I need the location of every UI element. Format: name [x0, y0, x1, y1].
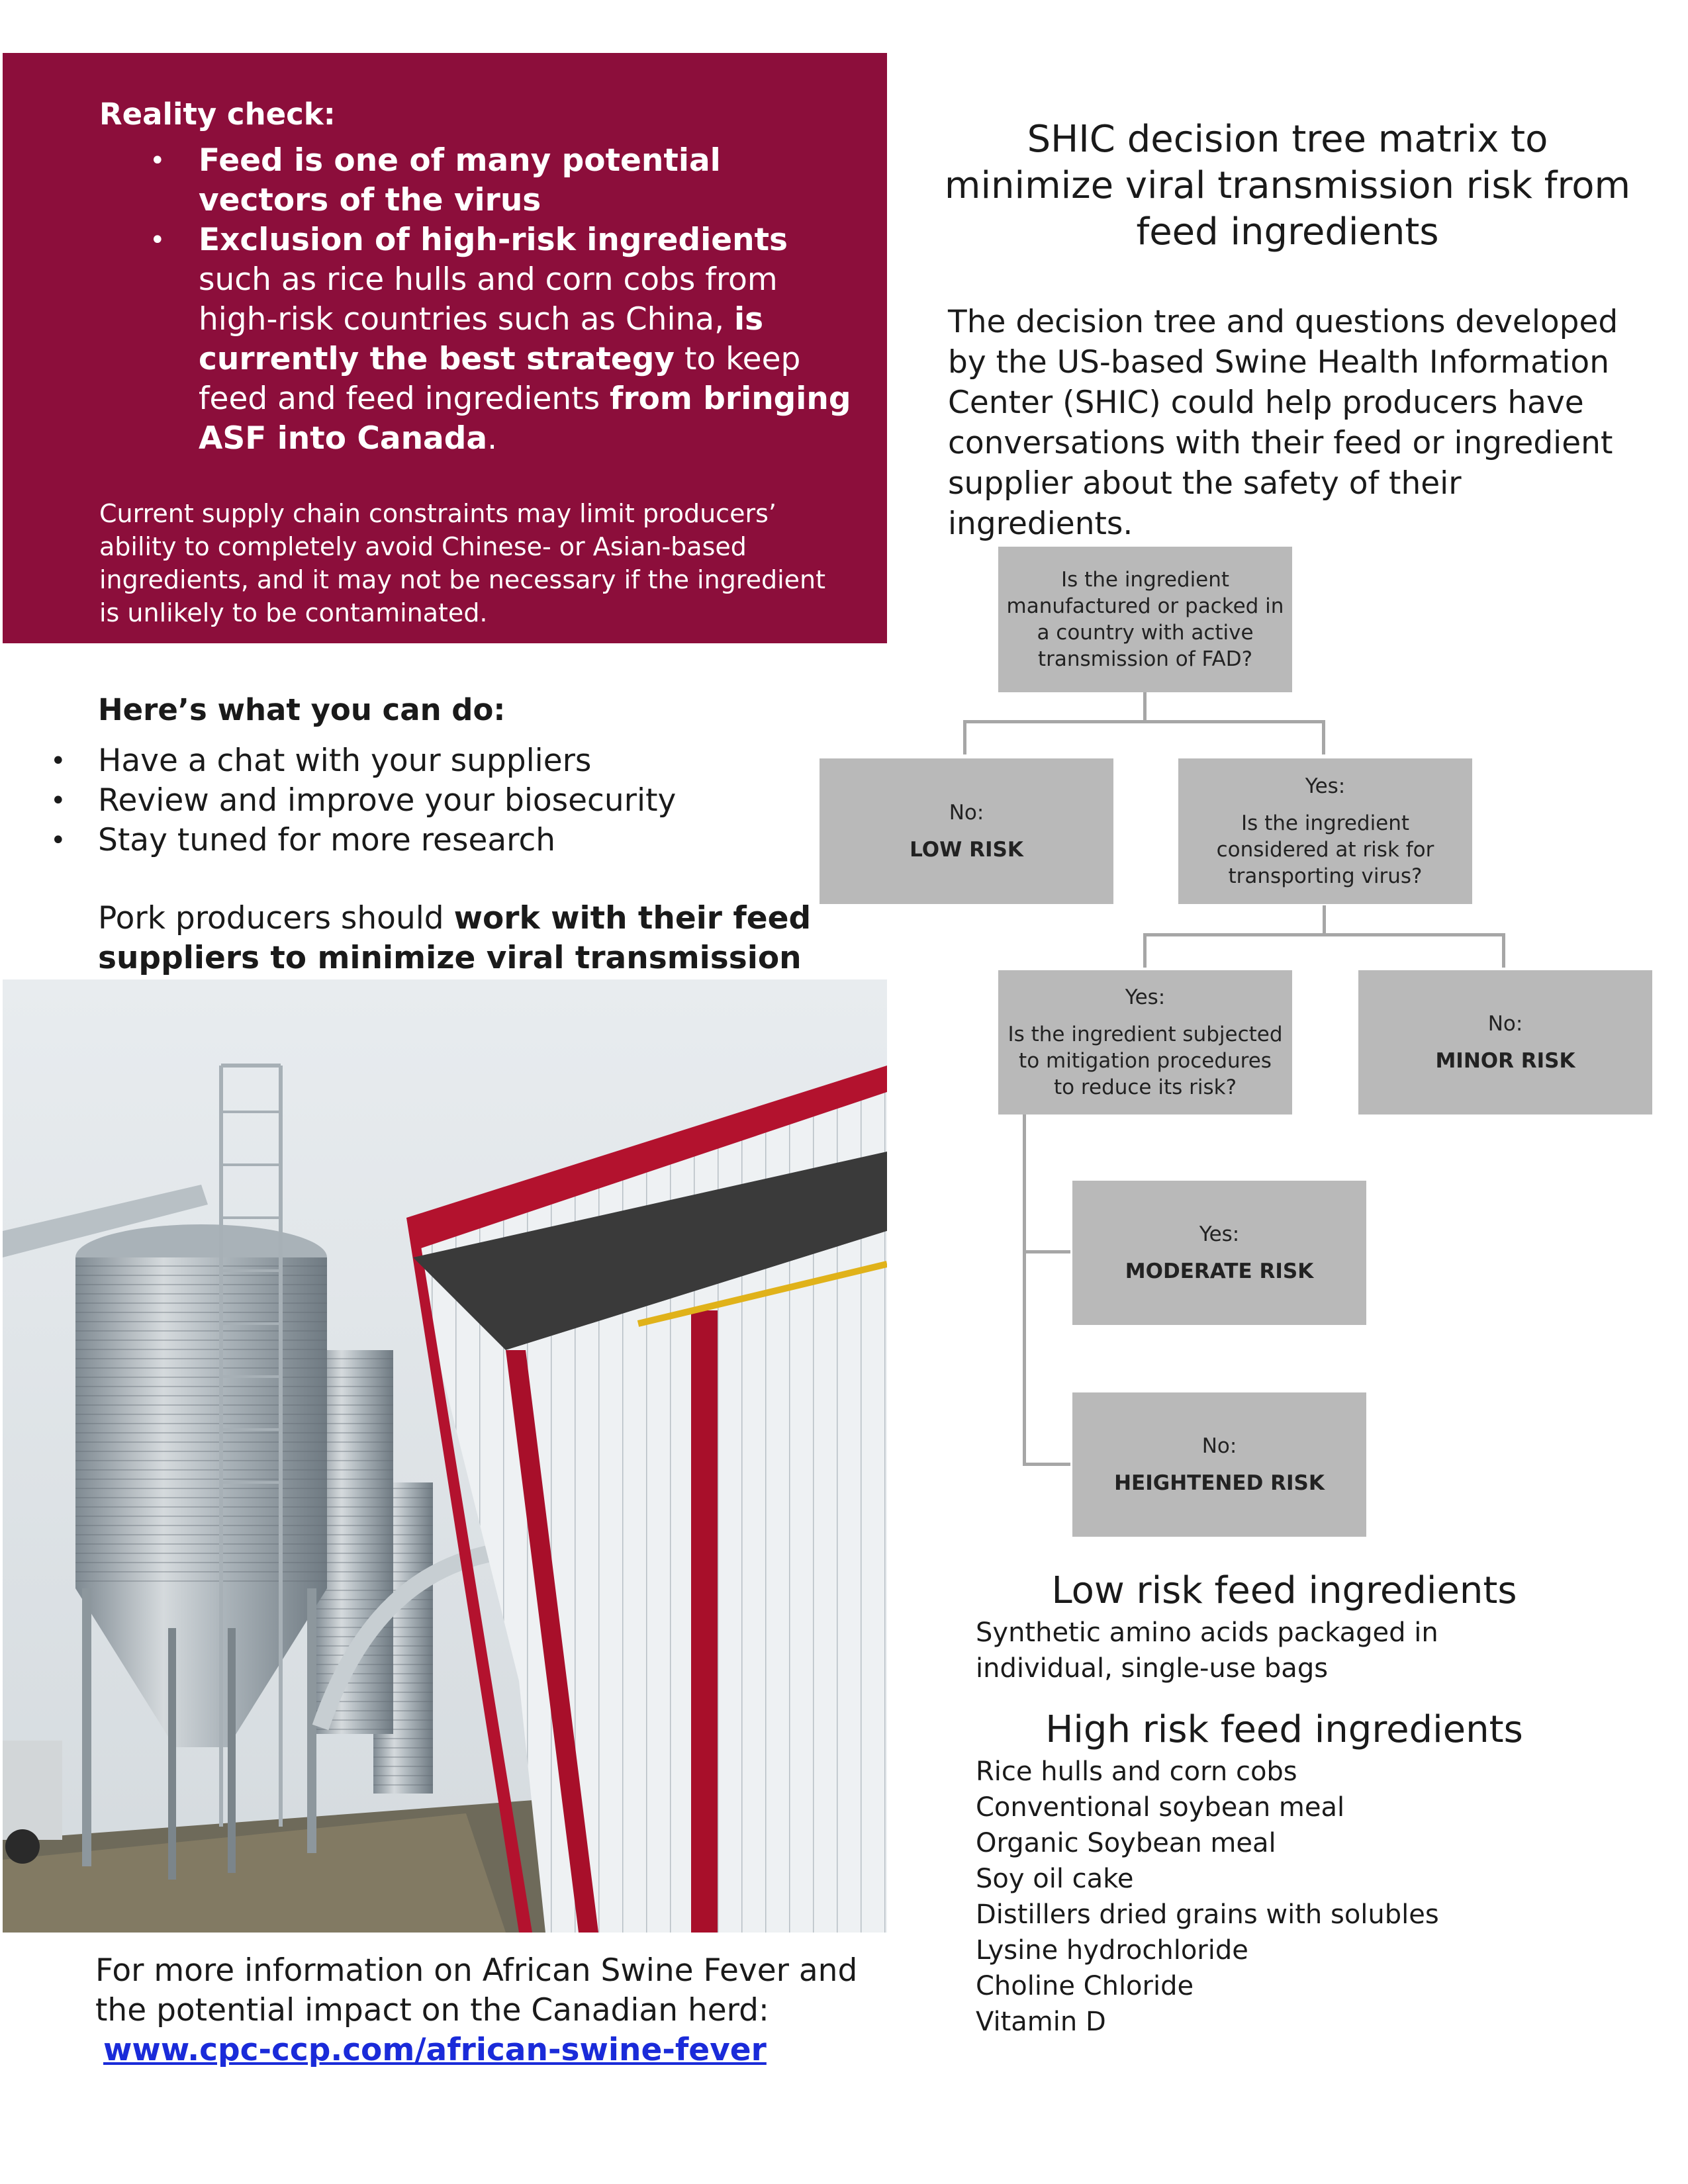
reality-check-box	[3, 53, 887, 643]
high-risk-item: Choline Chloride	[976, 1971, 1194, 2001]
node-label: No:	[949, 801, 984, 825]
silo-barn-photo	[3, 979, 887, 1933]
low-risk-title: Low risk feed ingredients	[1051, 1569, 1517, 1612]
high-risk-item: Soy oil cake	[976, 1864, 1134, 1894]
tree-node-q2	[1178, 758, 1472, 904]
node-question: Is the ingredient manufactured or packed in a country with active transmission of FAD?	[1006, 568, 1284, 671]
high-risk-item: Organic Soybean meal	[976, 1828, 1276, 1858]
connector	[1143, 933, 1147, 968]
todo-item: • Have a chat with your suppliers	[0, 741, 676, 781]
reality-check-note: Current supply chain constraints may limit producers’ ability to completely avoid Chinese- or Asian-based ingredients, and it may not be necessary if the ingredient is unlikely to be contaminated.	[99, 499, 826, 627]
bullet-text: .	[487, 420, 498, 457]
todo-item: • Review and improve your biosecurity	[0, 781, 676, 821]
connector	[1322, 720, 1325, 754]
producers-lead: Pork producers should	[98, 900, 454, 936]
todo-list	[98, 741, 676, 860]
high-risk-item: Conventional soybean meal	[976, 1792, 1345, 1823]
connector	[963, 720, 1325, 723]
node-label: Yes:	[1199, 1222, 1240, 1246]
bullet-text: Feed is one of many potential vectors of the virus	[199, 142, 721, 218]
node-label: No:	[1201, 1434, 1237, 1458]
todo-item: • Stay tuned for more research	[0, 821, 676, 860]
node-label: Yes:	[1305, 774, 1346, 798]
tree-node-heightened-risk	[1072, 1392, 1366, 1537]
connector	[963, 720, 966, 754]
reality-check-bullet-2	[99, 220, 861, 459]
connector	[1023, 1463, 1070, 1466]
connector	[1023, 1115, 1026, 1465]
node-result: MODERATE RISK	[1125, 1259, 1314, 1283]
node-result: HEIGHTENED RISK	[1114, 1471, 1325, 1495]
high-risk-item: Lysine hydrochloride	[976, 1935, 1248, 1966]
node-question: Is the ingredient subjected to mitigation procedures to reduce its risk?	[1008, 1023, 1283, 1099]
connector	[1502, 933, 1505, 968]
tree-node-low-risk	[820, 758, 1113, 904]
silo-illustration	[3, 979, 887, 1933]
tree-node-q3	[998, 970, 1292, 1115]
more-info-text: For more information on African Swine Fever and the potential impact on the Canadian herd:	[95, 1952, 858, 2028]
low-risk-item: Synthetic amino acids packaged in individual, single-use bags	[976, 1617, 1438, 1684]
reality-check-bullet-1	[99, 141, 808, 220]
node-label: Yes:	[1125, 985, 1166, 1009]
tree-node-moderate-risk	[1072, 1181, 1366, 1325]
more-info	[95, 1951, 903, 2070]
more-info-link[interactable]: www.cpc-ccp.com/african-swine-fever	[103, 2032, 767, 2068]
tree-node-q1	[998, 547, 1292, 692]
high-risk-item: Vitamin D	[976, 2007, 1106, 2037]
reality-check-title: Reality check:	[99, 97, 336, 132]
todo-title: Here’s what you can do:	[98, 692, 506, 727]
connector	[1023, 1250, 1070, 1253]
reality-check-list	[0, 141, 851, 459]
node-result: LOW RISK	[910, 838, 1023, 862]
node-question: Is the ingredient considered at risk for transporting virus?	[1216, 811, 1434, 888]
high-risk-item: Distillers dried grains with solubles	[976, 1899, 1439, 1930]
connector	[1143, 692, 1147, 721]
bullet-text: to keep feed and feed ingredients	[199, 341, 801, 417]
tree-node-minor-risk	[1358, 970, 1652, 1115]
connector	[1323, 905, 1326, 934]
node-result: MINOR RISK	[1435, 1049, 1575, 1073]
high-risk-item: Rice hulls and corn cobs	[976, 1756, 1297, 1787]
bullet-text-bold: from bringing ASF into Canada	[199, 381, 851, 457]
bullet-text: such as rice hulls and corn cobs from high-risk countries such as China,	[199, 261, 778, 338]
bullet-text-bold: Exclusion of high-risk ingredients	[199, 222, 788, 258]
node-label: No:	[1487, 1012, 1523, 1036]
shic-title: SHIC decision tree matrix to minimize viral transmission risk from feed ingredients	[944, 118, 1631, 253]
connector	[1143, 933, 1505, 936]
shic-description: The decision tree and questions developed by the US-based Swine Health Information Center (SHIC) could help producers have conversations with their feed or ingredient supplier about the safety of their ingredients.	[948, 304, 1618, 542]
producers-bold: work with their feed suppliers to minimize viral transmission	[98, 900, 812, 976]
bullet-text-bold: is currently the best strategy	[199, 301, 764, 377]
high-risk-title: High risk feed ingredients	[1045, 1708, 1523, 1751]
